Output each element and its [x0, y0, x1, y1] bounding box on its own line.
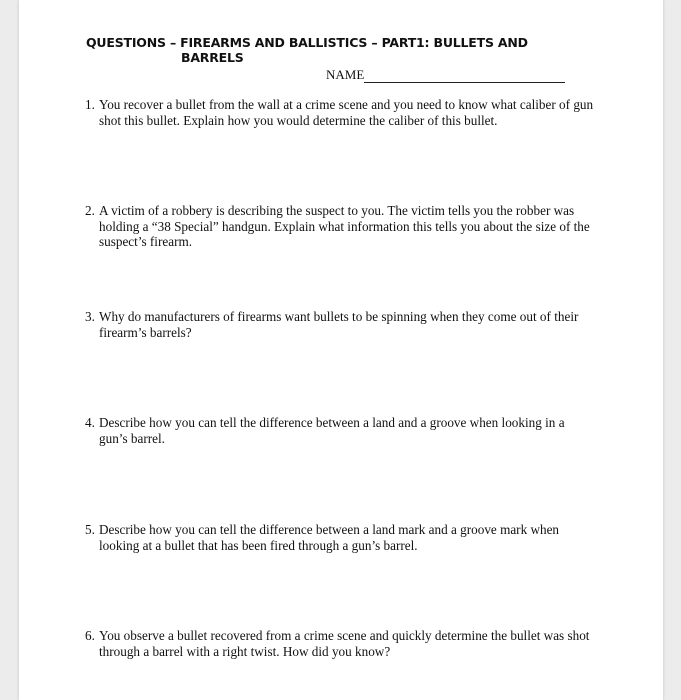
question-2: [85, 203, 595, 250]
question-number: 2.: [85, 203, 95, 218]
question-number: 6.: [85, 628, 95, 643]
question-number: 4.: [85, 415, 95, 430]
title-line-2: BARRELS: [181, 50, 244, 65]
question-number: 5.: [85, 522, 95, 537]
question-1: [85, 97, 595, 128]
question-4: [85, 415, 595, 446]
question-5: [85, 522, 595, 553]
name-label: NAME: [326, 67, 365, 82]
question-6: [85, 628, 595, 659]
name-blank-line: [364, 70, 565, 83]
question-text: You observe a bullet recovered from a crime scene and quickly determine the bullet was shot through a barrel with a right twist. How did you know?: [99, 628, 590, 659]
question-text: You recover a bullet from the wall at a crime scene and you need to know what caliber of gun shot this bullet. Explain how you would determine the caliber of this bullet.: [99, 97, 594, 128]
name-field: [326, 67, 565, 83]
question-text: A victim of a robbery is describing the suspect to you. The victim tells you the robber was holding a “38 Special” handgun. Explain what information this tells you about the size of the suspect’s firearm.: [99, 203, 590, 249]
question-text: Describe how you can tell the difference between a land and a groove when looking in a gun’s barrel.: [99, 415, 565, 446]
document-page: [19, 0, 663, 700]
title-line-1: QUESTIONS – FIREARMS AND BALLISTICS – PART1: BULLETS AND: [86, 35, 528, 50]
question-number: 1.: [85, 97, 95, 112]
question-text: Describe how you can tell the difference between a land mark and a groove mark when looking at a bullet that has been fired through a gun’s barrel.: [99, 522, 560, 553]
question-3: [85, 309, 595, 340]
question-number: 3.: [85, 309, 95, 324]
question-text: Why do manufacturers of firearms want bullets to be spinning when they come out of their firearm’s barrels?: [99, 309, 579, 340]
worksheet-title: [86, 35, 556, 65]
